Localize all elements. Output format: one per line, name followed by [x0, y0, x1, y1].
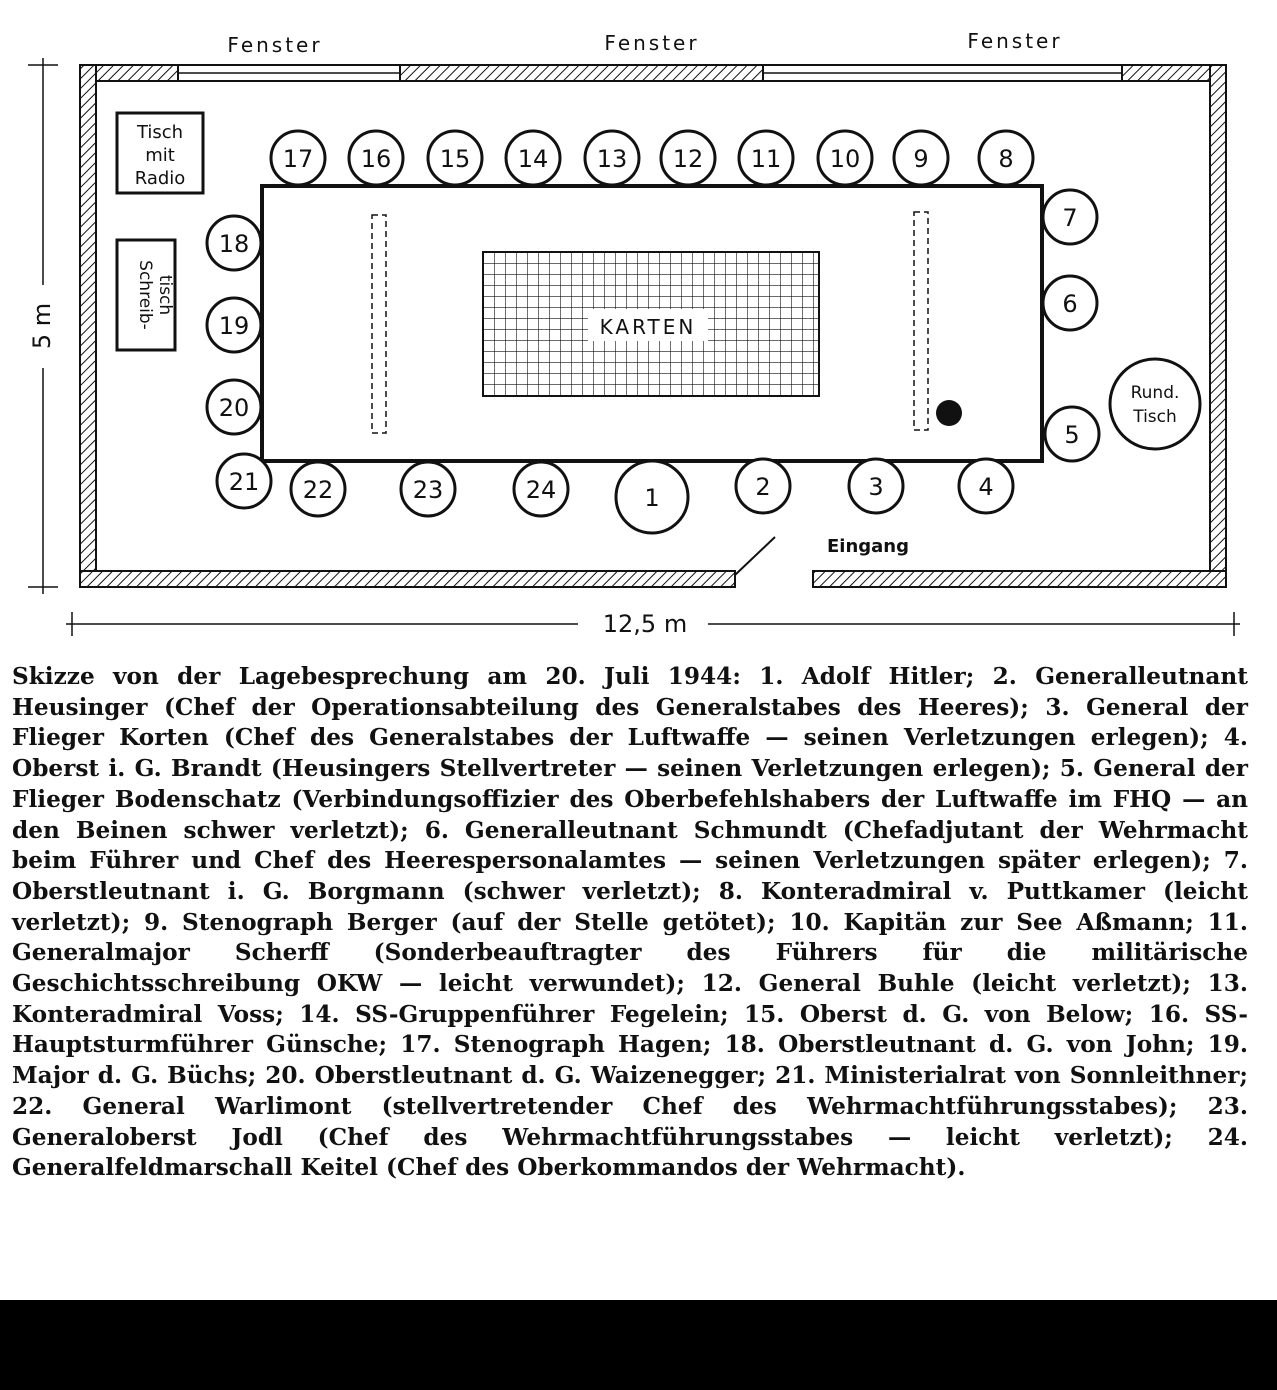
- caption-legend: Skizze von der Lagebesprechung am 20. Juli 1944: 1. Adolf Hitler; 2. Generalleutnant Heusinger (Chef der Operationsabteilung des Generalstabes des Heeres); 3. General der Flieger Korten (Chef des Generalstabes der Luftwaffe — seinen Verletzungen erlegen); 4. Oberst i. G. Brandt (Heusingers Stellvertreter — seinen Verletzungen erlegen); 5. General der Flieger Bodenschatz (Verbindungsoffizier des Oberbefehlshabers der Luftwaffe im FHQ — an den Beinen schwer verletzt); 6. Generalleutnant Schmundt (Chefadjutant der Wehrmacht beim Führer und Chef des Heerespersonalamtes — seinen Verletzungen später erlegen); 7. Oberstleutnant i. G. Borgmann (schwer verletzt); 8. Konteradmiral v. Puttkamer (leicht verletzt); 9. Stenograph Berger (auf der Stelle getötet); 10. Kapitän zur See Aßmann; 11. Generalmajor Scherff (Sonderbeauftragter des Führers für die militärische Geschichtsschreibung OKW — leicht verwundet); 12. General Buhle (leicht verletzt); 13. Konteradmiral Voss; 14. SS-Gruppenführer Fegelein; 15. Oberst d. G. von Below; 16. SS-Hauptsturmführer Günsche; 17. Stenograph Hagen; 18. Oberstleutnant d. G. von John; 19. Major d. G. Büchs; 20. Oberstleutnant d. G. Waizenegger; 21. Ministerialrat von Sonnleithner; 22. General Warlimont (stellvertretender Chef des Wehrmachtführungsstabes); 23. Generaloberst Jodl (Chef des Wehrmachtführungsstabes — leicht verletzt); 24. Generalfeldmarschall Keitel (Chef des Oberkommandos der Wehrmacht).: [12, 663, 1248, 1182]
- seat-12: [661, 131, 715, 185]
- seat-18: [207, 216, 261, 270]
- seat-23: [401, 462, 455, 516]
- seat-10: [818, 131, 872, 185]
- svg-text:8: 8: [998, 145, 1014, 173]
- wall-right: [1210, 65, 1226, 587]
- round-table-line-2: Tisch: [1133, 407, 1177, 427]
- seat-9: [894, 131, 948, 185]
- window-label-3: Fenster: [967, 29, 1063, 53]
- radio-table-line-1: Tisch: [136, 122, 184, 143]
- seat-19: [207, 298, 261, 352]
- seat-21: [217, 454, 271, 508]
- bomb-marker: [936, 400, 962, 426]
- seat-15: [428, 131, 482, 185]
- wall-top-2: [400, 65, 763, 81]
- seat-17: [271, 131, 325, 185]
- width-label: 12,5 m: [602, 610, 688, 638]
- width-dimension: [66, 610, 1240, 638]
- wall-left: [80, 65, 96, 587]
- desk-line-2: tisch: [155, 274, 175, 316]
- svg-text:20: 20: [218, 394, 250, 422]
- svg-text:21: 21: [228, 468, 260, 496]
- entrance-label: Eingang: [826, 536, 910, 557]
- svg-text:3: 3: [868, 473, 884, 501]
- map-label: KARTEN: [599, 315, 697, 339]
- height-label: 5 m: [28, 302, 56, 350]
- seat-5: [1045, 407, 1099, 461]
- svg-text:2: 2: [755, 473, 771, 501]
- seat-14: [506, 131, 560, 185]
- window-label-1: Fenster: [227, 33, 323, 57]
- svg-text:9: 9: [913, 145, 929, 173]
- svg-text:24: 24: [525, 476, 557, 504]
- seat-20: [207, 380, 261, 434]
- round-table: [1110, 359, 1200, 449]
- floor-plan: [0, 0, 1277, 660]
- svg-text:10: 10: [829, 145, 861, 173]
- svg-text:16: 16: [360, 145, 392, 173]
- svg-text:13: 13: [596, 145, 628, 173]
- svg-text:4: 4: [978, 473, 994, 501]
- svg-text:12: 12: [672, 145, 704, 173]
- svg-text:14: 14: [517, 145, 549, 173]
- svg-text:22: 22: [302, 476, 334, 504]
- svg-text:1: 1: [644, 484, 660, 512]
- seat-16: [349, 131, 403, 185]
- conference-table: [262, 186, 1042, 461]
- seat-6: [1043, 276, 1097, 330]
- seat-1: [616, 461, 688, 533]
- svg-text:7: 7: [1062, 204, 1078, 232]
- seat-24: [514, 462, 568, 516]
- svg-text:19: 19: [218, 312, 250, 340]
- desk-line-1: Schreib-: [135, 260, 155, 330]
- window-label-2: Fenster: [604, 31, 700, 55]
- seat-4: [959, 459, 1013, 513]
- svg-text:6: 6: [1062, 290, 1078, 318]
- svg-text:17: 17: [282, 145, 314, 173]
- wall-bottom-left: [80, 571, 735, 587]
- seat-13: [585, 131, 639, 185]
- seat-7: [1043, 190, 1097, 244]
- bottom-border: [0, 1300, 1277, 1390]
- svg-text:18: 18: [218, 230, 250, 258]
- seat-22: [291, 462, 345, 516]
- round-table-line-1: Rund.: [1130, 383, 1180, 403]
- svg-text:11: 11: [750, 145, 782, 173]
- radio-table-line-3: Radio: [134, 168, 186, 189]
- door-swing: [735, 537, 775, 575]
- svg-text:5: 5: [1064, 421, 1080, 449]
- seat-3: [849, 459, 903, 513]
- wall-bottom-right: [813, 571, 1226, 587]
- radio-table-line-2: mit: [145, 145, 175, 166]
- svg-text:23: 23: [412, 476, 444, 504]
- seat-8: [979, 131, 1033, 185]
- desk: [117, 240, 175, 350]
- svg-text:15: 15: [439, 145, 471, 173]
- height-dimension: [28, 58, 58, 594]
- radio-table: [117, 113, 203, 193]
- seat-2: [736, 459, 790, 513]
- seat-11: [739, 131, 793, 185]
